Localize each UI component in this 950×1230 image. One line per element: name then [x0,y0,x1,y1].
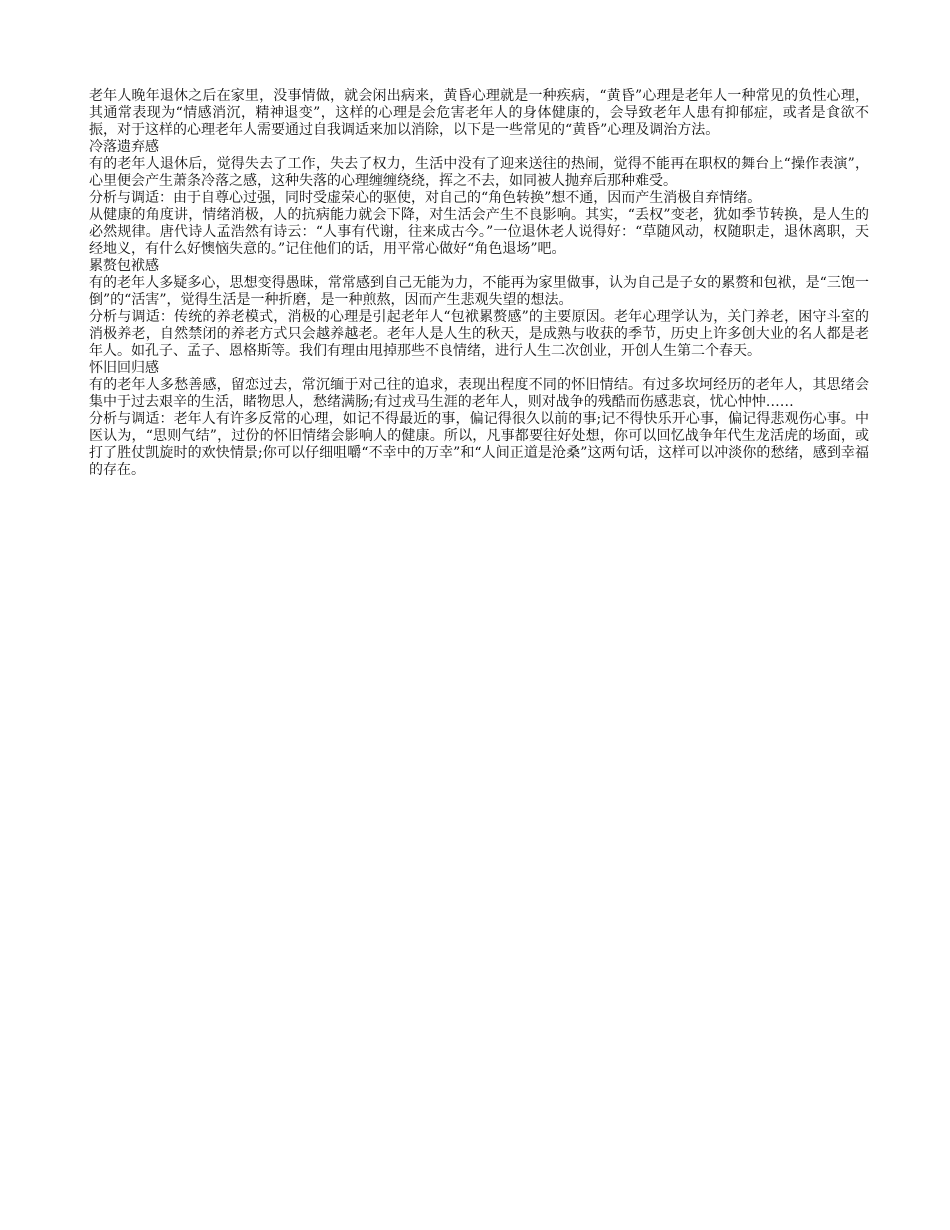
section-heading-nostalgia: 怀旧回归感 [89,360,159,376]
analysis-paragraph: 分析与调适：老年人有许多反常的心理，如记不得最近的事，偏记得很久以前的事;记不得快乐开心事，偏记得悲观伤心事。中医认为，“思则气结”，过份的怀旧情绪会影响人的健康。所以，凡事都要往好处想，你可以回忆战争年代生龙活虎的场面，或打了胜仗凯旋时的欢快情景;你可以仔细咀嚼“不幸中的万幸”和“人间正道是沧桑”这两句话，这样可以冲淡你的愁绪，感到幸福的存在。 [89,411,869,478]
section-heading-neglect: 冷落遗弃感 [89,139,159,155]
section-paragraph: 有的老年人退休后，觉得失去了工作，失去了权力，生活中没有了迎来送往的热闹，觉得不能再在职权的舞台上“操作表演”，心里便会产生萧条冷落之感，这种失落的心理缠缠绕绕，挥之不去，如同被人抛弃后那种难受。 [89,156,869,189]
section-paragraph: 从健康的角度讲，情绪消极，人的抗病能力就会下降，对生活会产生不良影响。其实，“丢权”变老，犹如季节转换，是人生的必然规律。唐代诗人孟浩然有诗云：“人事有代谢，往来成古今。”一位退休老人说得好：“草随风动，权随职走，退休离职，天经地义，有什么好懊恼失意的。”记住他们的话，用平常心做好“角色退场”吧。 [89,207,869,257]
document-body [89,88,869,479]
intro-paragraph: 老年人晚年退休之后在家里，没事情做，就会闲出病来，黄昏心理就是一种疾病，“黄昏”心理是老年人一种常见的负性心理，其通常表现为“情感消沉，精神退变”，这样的心理是会危害老年人的身体健康的，会导致老年人患有抑郁症，或者是食欲不振，对于这样的心理老年人需要通过自我调适来加以消除，以下是一些常见的“黄昏”心理及调治方法。 [89,88,869,138]
section-paragraph: 有的老年人多疑多心，思想变得愚昧，常常感到自己无能为力，不能再为家里做事，认为自己是子女的累赘和包袱，是“三饱一倒”的“活害”，觉得生活是一种折磨，是一种煎熬，因而产生悲观失望的想法。 [89,275,869,308]
analysis-paragraph: 分析与调适：由于自尊心过强，同时受虚荣心的驱使，对自己的“角色转换”想不通，因而产生消极自弃情绪。 [89,190,762,206]
analysis-paragraph: 分析与调适：传统的养老模式，消极的心理是引起老年人“包袱累赘感”的主要原因。老年心理学认为，关门养老，困守斗室的消极养老，自然禁闭的养老方式只会越养越老。老年人是人生的秋天，是成熟与收获的季节，历史上许多创大业的名人都是老年人。如孔子、孟子、恩格斯等。我们有理由甩掉那些不良情绪，进行人生二次创业，开创人生第二个春天。 [89,309,869,359]
section-heading-burden: 累赘包袱感 [89,258,159,274]
section-paragraph: 有的老年人多愁善感，留恋过去，常沉缅于对己往的追求，表现出程度不同的怀旧情结。有过多坎坷经历的老年人，其思绪会集中于过去艰辛的生活，睹物思人，愁绪满肠;有过戎马生涯的老年人，则对战争的残酷而伤感悲哀，忧心忡忡…… [89,377,869,410]
